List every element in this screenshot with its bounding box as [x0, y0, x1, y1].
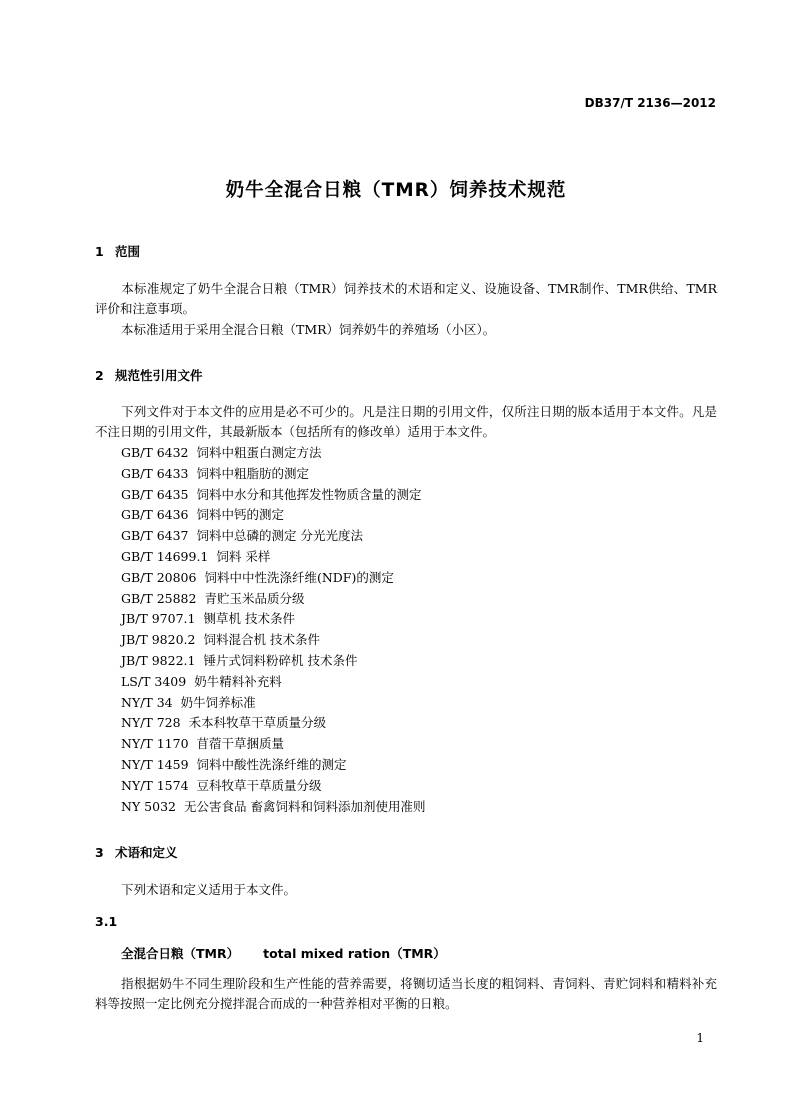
reference-title: 锤片式饲料粉碎机 技术条件: [203, 652, 358, 668]
reference-code: GB/T 6437: [121, 528, 189, 544]
paragraph-text: 本标准规定了奶牛全混合日粮（TMR）饲养技术的术语和定义、设施设备、TMR制作、TMR供给、TMR评价和注意事项。: [95, 281, 717, 316]
reference-code: GB/T 6436: [121, 507, 189, 523]
section-title: 规范性引用文件: [115, 368, 203, 383]
paragraph-text: 本标准适用于采用全混合日粮（TMR）饲养奶牛的养殖场（小区）。: [121, 322, 496, 337]
reference-item: [121, 755, 425, 776]
section-3-intro: [95, 880, 717, 900]
term-english: total mixed ration（TMR）: [263, 946, 446, 961]
reference-title: 饲料中粗脂肪的测定: [196, 465, 310, 481]
normative-references-list: [121, 443, 425, 817]
reference-code: NY/T 1574: [121, 777, 189, 793]
section-number: 2: [95, 368, 104, 383]
reference-code: GB/T 25882: [121, 590, 197, 606]
reference-code: GB/T 6432: [121, 445, 189, 460]
section-1-heading: [95, 242, 140, 260]
reference-code: JB/T 9707.1: [121, 611, 196, 627]
reference-title: 饲料中水分和其他挥发性物质含量的测定: [196, 486, 422, 502]
reference-code: GB/T 6433: [121, 465, 189, 481]
page-number: 1: [696, 1031, 704, 1045]
document-title: 奶牛全混合日粮（TMR）饲养技术规范: [225, 180, 567, 201]
section-number: 3: [95, 845, 104, 860]
reference-code: GB/T 6435: [121, 486, 189, 502]
reference-title: 苜蓿干草捆质量: [196, 736, 285, 752]
subsection-number: 3.1: [95, 914, 118, 929]
reference-item: [121, 443, 425, 464]
section-title: 术语和定义: [115, 845, 178, 860]
reference-title: 铡草机 技术条件: [203, 611, 295, 627]
reference-code: NY/T 1170: [121, 736, 189, 752]
section-3-heading: [95, 843, 178, 861]
reference-item: [121, 734, 425, 755]
reference-title: 饲料中粗蛋白测定方法: [196, 445, 322, 460]
reference-title: 饲料 采样: [216, 548, 271, 564]
reference-code: NY/T 1459: [121, 756, 189, 772]
reference-item: [121, 568, 425, 589]
reference-item: [121, 776, 425, 797]
reference-item: [121, 526, 425, 547]
paragraph-text: 下列术语和定义适用于本文件。: [121, 882, 297, 897]
reference-code: GB/T 14699.1: [121, 548, 209, 564]
term-chinese: 全混合日粮（TMR）: [121, 946, 240, 961]
paragraph-text: 指根据奶牛不同生理阶段和生产性能的营养需要，将铡切适当长度的粗饲料、青饲料、青贮饲料和精料补充料等按照一定比例充分搅拌混合而成的一种营养相对平衡的日粮。: [95, 976, 717, 1011]
section-number: 1: [95, 244, 104, 259]
reference-title: 饲料中酸性洗涤纤维的测定: [196, 756, 347, 772]
reference-item: [121, 609, 425, 630]
reference-title: 禾本科牧草干草质量分级: [188, 715, 327, 731]
reference-title: 饲料混合机 技术条件: [203, 632, 320, 648]
reference-item: [121, 485, 425, 506]
term-definition: [95, 974, 717, 1014]
reference-title: 无公害食品 畜禽饲料和饲料添加剂使用准则: [183, 798, 426, 814]
section-2-heading: [95, 366, 203, 384]
term-entry: [121, 944, 446, 962]
section-title: 范围: [115, 244, 141, 259]
reference-item: [121, 464, 425, 485]
reference-code: NY 5032: [121, 798, 176, 814]
reference-title: 饲料中中性洗涤纤维(NDF)的测定: [204, 569, 394, 585]
section-1-paragraph-2: [95, 320, 717, 340]
reference-item: [121, 713, 425, 734]
reference-code: JB/T 9820.2: [121, 632, 196, 648]
reference-code: GB/T 20806: [121, 569, 197, 585]
reference-item: [121, 589, 425, 610]
reference-item: [121, 651, 425, 672]
reference-item: [121, 797, 425, 818]
reference-code: JB/T 9822.1: [121, 652, 196, 668]
reference-item: [121, 672, 425, 693]
reference-item: [121, 547, 425, 568]
reference-code: NY/T 34: [121, 694, 173, 710]
document-number: DB37/T 2136—2012: [584, 96, 716, 110]
reference-title: 饲料中总磷的测定 分光光度法: [196, 528, 363, 544]
reference-title: 饲料中钙的测定: [196, 507, 285, 523]
reference-item: [121, 693, 425, 714]
reference-title: 奶牛饲养标准: [180, 694, 256, 710]
reference-code: NY/T 728: [121, 715, 181, 731]
reference-title: 奶牛精料补充料: [194, 673, 282, 689]
reference-title: 青贮玉米品质分级: [204, 590, 305, 606]
reference-code: LS/T 3409: [121, 673, 187, 689]
reference-item: [121, 505, 425, 526]
reference-title: 豆科牧草干草质量分级: [196, 777, 322, 793]
reference-item: [121, 630, 425, 651]
section-1-paragraph-1: [95, 279, 717, 319]
paragraph-text: 下列文件对于本文件的应用是必不可少的。凡是注日期的引用文件，仅所注日期的版本适用于本文件。凡是不注日期的引用文件，其最新版本（包括所有的修改单）适用于本文件。: [95, 404, 717, 439]
section-2-intro: [95, 402, 717, 442]
